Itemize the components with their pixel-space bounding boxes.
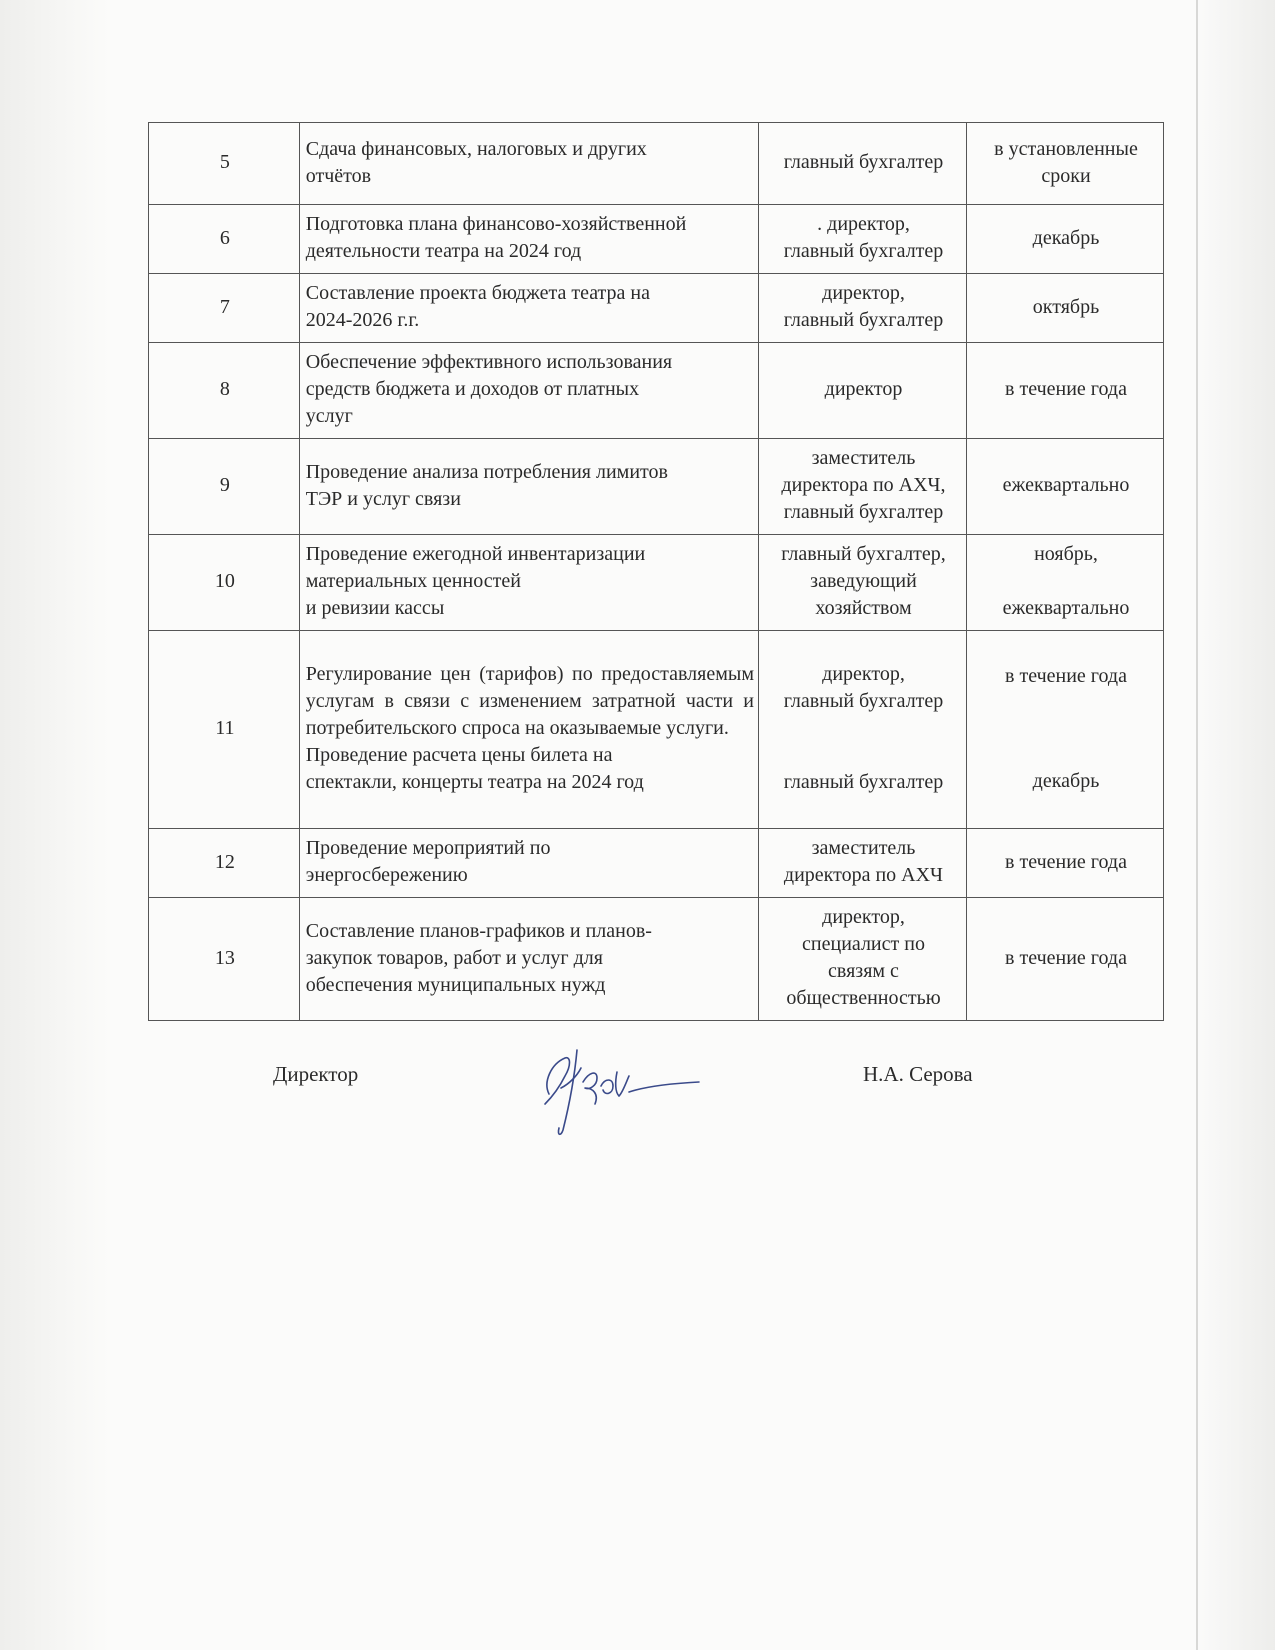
row-number: 9 [149, 439, 300, 535]
deadline: в течение года декабрь [967, 631, 1164, 829]
scan-shadow-right [1195, 0, 1275, 1650]
signatory-role: Директор [273, 1062, 359, 1086]
activity-plan-table [148, 122, 1164, 1021]
scan-shadow-left [0, 0, 110, 1650]
row-number: 10 [149, 535, 300, 631]
deadline: декабрь [967, 205, 1164, 274]
task-description: Проведение анализа потребления лимитов ТЭР и услуг связи [299, 439, 758, 535]
table-row [149, 205, 1164, 274]
row-number: 12 [149, 829, 300, 898]
table-row [149, 439, 1164, 535]
responsible-person: главный бухгалтер, заведующий хозяйством [758, 535, 966, 631]
task-description: Проведение ежегодной инвентаризации материальных ценностей и ревизии кассы [299, 535, 758, 631]
responsible-person: директор, главный бухгалтер главный бухгалтер [758, 631, 966, 829]
table-row [149, 274, 1164, 343]
signature-block [273, 1050, 993, 1150]
responsible-person: заместитель директора по АХЧ, главный бухгалтер [758, 439, 966, 535]
table-row [149, 829, 1164, 898]
task-description: Регулирование цен (тарифов) по предоставляемым услугам в связи с изменением затратной части и потребительского спроса на оказываемые услуги. Проведение расчета цены билета на спектакли, концерты театра на 2024 год [299, 631, 758, 829]
task-description: Подготовка плана финансово-хозяйственной деятельности театра на 2024 год [299, 205, 758, 274]
task-description: Сдача финансовых, налоговых и других отчётов [299, 123, 758, 205]
row-number: 6 [149, 205, 300, 274]
deadline: в течение года [967, 343, 1164, 439]
table-row [149, 535, 1164, 631]
row-number: 7 [149, 274, 300, 343]
deadline: в течение года [967, 829, 1164, 898]
row-number: 5 [149, 123, 300, 205]
scan-page-edge [1196, 0, 1198, 1650]
row-number: 8 [149, 343, 300, 439]
table-row [149, 343, 1164, 439]
responsible-person: директор, специалист по связям с общественностью [758, 898, 966, 1021]
table-row [149, 898, 1164, 1021]
deadline: ежеквартально [967, 439, 1164, 535]
deadline: в течение года [967, 898, 1164, 1021]
responsible-person: заместитель директора по АХЧ [758, 829, 966, 898]
responsible-person: директор, главный бухгалтер [758, 274, 966, 343]
task-description: Составление планов-графиков и планов- закупок товаров, работ и услуг для обеспечения муниципальных нужд [299, 898, 758, 1021]
deadline: октябрь [967, 274, 1164, 343]
deadline: ноябрь, ежеквартально [967, 535, 1164, 631]
table-row [149, 123, 1164, 205]
row-number: 13 [149, 898, 300, 1021]
task-description: Составление проекта бюджета театра на 2024-2026 г.г. [299, 274, 758, 343]
signatory-name: Н.А. Серова [863, 1062, 973, 1086]
task-description: Обеспечение эффективного использования средств бюджета и доходов от платных услуг [299, 343, 758, 439]
handwritten-signature [531, 1032, 711, 1142]
responsible-person: главный бухгалтер [758, 123, 966, 205]
row-number: 11 [149, 631, 300, 829]
responsible-person: директор [758, 343, 966, 439]
responsible-person: . директор, главный бухгалтер [758, 205, 966, 274]
deadline: в установленные сроки [967, 123, 1164, 205]
table-row [149, 631, 1164, 829]
task-description: Проведение мероприятий по энергосбережению [299, 829, 758, 898]
